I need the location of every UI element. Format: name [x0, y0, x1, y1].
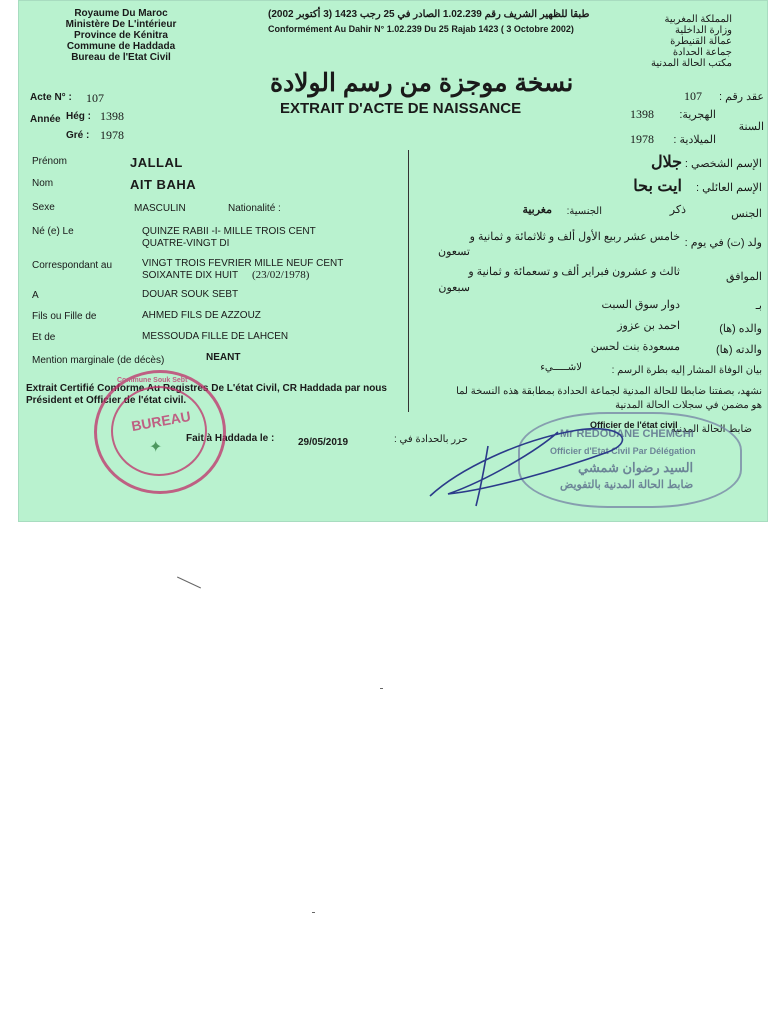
annee-label: Année [30, 114, 61, 125]
header-left-line: Province de Kénitra [74, 30, 168, 41]
ne-le-value-ar-line2: تسعون [438, 246, 470, 258]
annee-label-ar: السنة [738, 121, 764, 133]
header-right-line: مكتب الحالة المدنية [650, 58, 732, 69]
officer-stamp-ar-role: ضابط الحالة المدنية بالتفويض [560, 479, 694, 491]
nom-value: AIT BAHA [130, 177, 197, 192]
certification-fr: Extrait Certifié Conforme Au Registres De L'état Civil, CR Haddada par nous Président et Officier de l'état civil. [26, 383, 387, 406]
officer-stamp-ar-name: السيد رضوان شمشي [578, 460, 694, 475]
heg-year-ar: 1398 [630, 107, 654, 121]
nationalite-label-ar: الجنسية: [566, 206, 602, 217]
officer-stamp-name: Mr REDOUANE CHEMCHI [560, 428, 694, 440]
header-right-line: المملكة المغربية [664, 14, 732, 25]
prenom-label-ar: الإسم الشخصي : [684, 158, 762, 170]
a-label-ar: بـ [755, 300, 762, 312]
ne-le-label-ar: ولد (ت) في يوم : [684, 237, 762, 249]
correspondant-value-line2: SOIXANTE DIX HUIT [142, 270, 239, 281]
header-dahir-fr: Conformément Au Dahir N° 1.02.239 Du 25 Rajab 1423 ( 3 Octobre 2002) [268, 24, 574, 34]
header-right-line: وزارة الداخلية [674, 25, 732, 36]
nationalite-value-ar: مغربية [522, 204, 552, 216]
correspondant-date: (23/02/1978) [252, 269, 310, 281]
birth-certificate-document [18, 0, 768, 522]
title-fr: EXTRAIT D'ACTE DE NAISSANCE [280, 100, 522, 117]
ne-le-label: Né (e) Le [32, 226, 74, 237]
fils-label: Fils ou Fille de [32, 311, 97, 322]
header-left-line: Commune de Haddada [66, 41, 176, 52]
nom-label-ar: الإسم العائلي : [696, 182, 762, 194]
etde-label: Et de [32, 332, 56, 343]
a-value-ar: دوار سوق السبت [601, 299, 680, 311]
father-label-ar: والده (ها) [719, 323, 762, 335]
sexe-label-ar: الجنس [731, 208, 762, 220]
header-left-line: Bureau de l'Etat Civil [71, 52, 171, 63]
a-label: A [32, 290, 39, 301]
gre-label-ar: الميلادية : [673, 134, 716, 146]
acte-label: Acte N° : [30, 92, 72, 103]
mention-value-ar: لاشـــــيء [540, 362, 582, 373]
heg-label-ar: الهجرية: [679, 109, 716, 121]
nationalite-label: Nationalité : [228, 203, 281, 214]
nom-label: Nom [32, 178, 54, 189]
gre-year-ar: 1978 [630, 132, 654, 146]
father-value-ar: احمد بن عزوز [617, 320, 680, 332]
mention-label-ar: بيان الوفاة المشار إليه بطرة الرسم : [611, 365, 762, 376]
header-dahir-ar: طبقا للظهير الشريف رقم 1.02.239 الصادر في 25 رجب 1423 (3 أكتوبر 2002) [268, 9, 590, 20]
a-value: DOUAR SOUK SEBT [142, 289, 239, 300]
ne-le-value-line2: QUATRE-VINGT DI [142, 238, 230, 249]
correspondant-value-ar-line2: سبعون [438, 282, 470, 294]
ne-le-value-line1: QUINZE RABII -I- MILLE TROIS CENT [142, 226, 316, 237]
sexe-value-ar: ذكر [669, 204, 686, 216]
gre-label: Gré : [66, 130, 90, 141]
correspondant-label: Correspondant au [32, 260, 113, 271]
heg-label: Hég : [66, 111, 91, 122]
sexe-label: Sexe [32, 202, 55, 213]
officer-stamp-role: Officier d'Etat Civil Par Délégation [550, 446, 696, 456]
prenom-value: JALLAL [130, 155, 183, 170]
header-left-line: Royaume Du Maroc [74, 8, 168, 19]
correspondant-label-ar: الموافق [726, 271, 762, 283]
round-stamp-ring-text: Commune Souk Sebt [117, 377, 188, 384]
prenom-value-ar: جلال [650, 154, 682, 171]
officer-title-fr: Officier de l'état civil [590, 420, 678, 430]
scan-speck [177, 577, 201, 589]
sexe-value: MASCULIN [134, 203, 186, 214]
certification-ar-line2: هو مضمن في سجلات الحالة المدنية [615, 400, 762, 411]
header-right-line: عمالة القنيطرة [670, 36, 732, 47]
correspondant-value-line1: VINGT TROIS FEVRIER MILLE NEUF CENT [142, 258, 344, 269]
acte-label-ar: عقد رقم : [719, 91, 764, 103]
header-left-line: Ministère De L'intérieur [65, 19, 177, 30]
date-label-fr: Fait à Haddada le : [186, 433, 275, 444]
scan-speck [380, 688, 383, 689]
date-label-ar: حرر بالحدادة في : [394, 434, 468, 445]
mention-label: Mention marginale (de décès) [32, 355, 165, 366]
etde-value: MESSOUDA FILLE DE LAHCEN [142, 331, 289, 342]
correspondant-value-ar-line1: ثالث و عشرون فبراير ألف و تسعمائة و ثمانية و [468, 266, 680, 278]
issue-date: 29/05/2019 [298, 437, 349, 448]
prenom-label: Prénom [32, 156, 68, 167]
header-right-line: جماعة الحدادة [672, 47, 732, 58]
mother-value-ar: مسعودة بنت لحسن [590, 341, 680, 353]
fils-value: AHMED FILS DE AZZOUZ [142, 310, 261, 321]
heg-year: 1398 [100, 109, 124, 123]
gre-year: 1978 [100, 128, 124, 142]
acte-number: 107 [86, 91, 104, 105]
officer-title-ar: ضابط الحالة المدنية [670, 424, 752, 435]
ne-le-value-ar-line1: خامس عشر ربيع الأول ألف و ثلاثمائة و ثمانية و [469, 231, 680, 243]
handwritten-signature [18, 0, 768, 522]
certification-ar-line1: نشهد، بصفتنا ضابطا للحالة المدنية لجماعة الحدادة بمطابقة هذه النسخة لما [456, 386, 762, 397]
title-ar: نسخة موجزة من رسم الولادة [270, 69, 574, 97]
star-emblem-icon: ✦ [149, 439, 163, 456]
nom-value-ar: ايت بحا [633, 178, 682, 195]
round-stamp-center-text: BUREAU [130, 407, 192, 435]
acte-number-ar: 107 [684, 89, 702, 103]
mother-label-ar: والدته (ها) [716, 344, 762, 356]
scan-speck [312, 912, 315, 913]
mention-value: NEANT [206, 352, 241, 363]
